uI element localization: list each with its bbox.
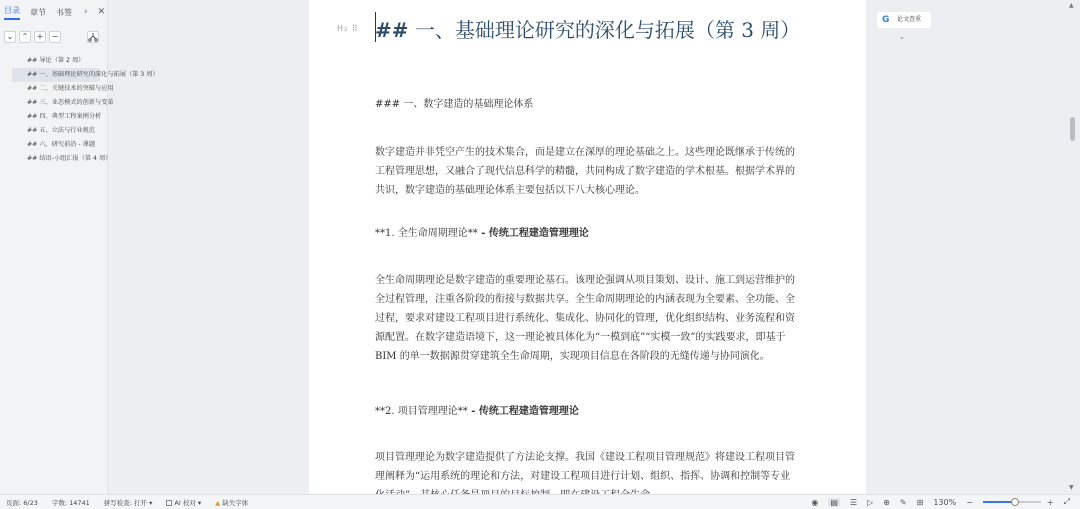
toc-item[interactable]: ## 导论（第 2 周） (27, 57, 85, 64)
heading-3[interactable]: ### 一、数字建造的基础理论体系 (375, 99, 534, 110)
nav-tabs (0, 0, 107, 24)
heading-4[interactable] (375, 224, 800, 243)
zoom-out-icon[interactable]: − (966, 497, 973, 507)
play-icon[interactable]: ▷ (867, 497, 874, 507)
web-view-icon[interactable]: ⊕ (883, 497, 890, 507)
word-count[interactable]: 字数: 14741 (51, 498, 90, 507)
warning-icon: ▲ (215, 498, 221, 507)
g-logo-icon: G (882, 15, 890, 25)
navigation-pane (0, 0, 159, 494)
page-view-icon[interactable]: ▤ (830, 497, 838, 507)
eye-protection-icon[interactable]: ◉ (811, 497, 819, 507)
missing-font-button[interactable] (215, 498, 248, 507)
remove-icon[interactable]: − (49, 31, 61, 43)
plagiarism-check-label: 论文查重 (897, 16, 922, 23)
toc-item[interactable]: ## 五、立法与行业规范 (27, 127, 96, 134)
ai-proofread-label: AI 校对 (174, 498, 196, 507)
scroll-down-icon[interactable]: ▼ (1069, 484, 1074, 491)
heading-4-prefix: **2. 项目管理理论** (375, 406, 468, 417)
toc-item[interactable]: ## 结语-小组汇报（第 4 周） (27, 155, 112, 162)
zoom-level[interactable]: 130% (933, 497, 957, 507)
zoom-slider[interactable] (983, 501, 1041, 503)
heading-4[interactable] (375, 402, 800, 421)
assistant-pane (866, 0, 1064, 494)
status-bar (0, 494, 1080, 509)
toc-item[interactable]: ## 六、研究前沿 - 课题 (27, 141, 96, 148)
scroll-thumb[interactable] (1070, 117, 1075, 141)
add-icon[interactable]: + (34, 31, 46, 43)
plagiarism-check-button[interactable] (877, 12, 931, 28)
toc-item[interactable]: ## 四、典型工程案例分析 (27, 113, 102, 120)
collapse-icon[interactable]: ⌄ (4, 31, 16, 43)
fullscreen-icon[interactable]: ⤢ (1063, 497, 1070, 506)
tab-bookmarks[interactable]: 书签 (56, 7, 72, 17)
ai-proofread-icon (166, 500, 172, 506)
heading-markdown-hash: ## (375, 18, 409, 42)
heading-4-suffix: - 传统工程建造管理理论 (467, 406, 579, 417)
chevron-down-icon[interactable]: ⌄ (899, 33, 905, 41)
scroll-up-icon[interactable]: ▲ (1069, 2, 1074, 9)
chevron-right-icon[interactable]: › (84, 7, 88, 17)
vertical-scrollbar[interactable] (1066, 0, 1080, 494)
heading-4-prefix: **1. 全生命周期理论** (375, 228, 478, 239)
nav-toolbar (0, 26, 107, 48)
ai-proofread-button[interactable]: AI 校对 ▾ (166, 498, 201, 507)
paragraph[interactable]: 数字建造并非凭空产生的技术集合，而是建立在深厚的理论基础之上。这些理论既继承于传统的工程管理思想，又融合了现代信息科学的精髓，共同构成了数字建造的学术根基。根据学术界的共识，数字建造的基础理论体系主要包括以下八大核心理论。 (375, 147, 795, 196)
spell-check-toggle[interactable]: 拼写检查: 打开 ▾ (103, 498, 153, 507)
outline-view-icon[interactable]: ☰ (849, 497, 858, 507)
close-icon[interactable]: ✕ (97, 7, 106, 17)
missing-font-label: 缺失字体 (222, 498, 249, 507)
heading-2-text: 一、基础理论研究的深化与拓展（第 3 周） (408, 18, 801, 42)
drag-handle-icon[interactable]: H₂ ⠿ (337, 24, 359, 33)
tab-toc[interactable]: 目录 (4, 5, 20, 20)
paragraph[interactable]: 项目管理理论为数字建造提供了方法论支撑。我国《建设工程项目管理规范》将建设工程项目管理阐释为“运用系统的理论和方法，对建设工程项目进行计划、组织、指挥、协调和控制等专业 (375, 452, 795, 482)
heading-4-suffix: - 传统工程建造管理理论 (477, 228, 589, 239)
toc-item[interactable]: ## 三、业态模式的创新与变革 (27, 99, 114, 106)
page-indicator[interactable]: 页面: 6/23 (6, 498, 38, 507)
expand-icon[interactable]: ⌃ (19, 31, 31, 43)
toc-list (0, 54, 159, 166)
paragraph[interactable]: 全生命周期理论是数字建造的重要理论基石。该理论强调从项目策划、设计、施工到运营维护的全过程管理，注重各阶段的衔接与数据共享。全生命周期理论的内涵表现为全要素、全功能、全过程，要求对建设工程项目进行系统化、集成化、协同化的管理，优化组织结构、业务流程和资源配置。在数字建造语境下，这一理论被具体化为“一模到底”“实模一致”的实践要求，即基于 BIM 的单一数据源贯穿建筑全生命周期，实现项目信息在各阶段的无缝传递与协同演化。 (375, 275, 795, 362)
zoom-slider-knob[interactable] (1011, 498, 1019, 506)
zoom-in-icon[interactable]: + (1046, 497, 1054, 507)
fit-page-icon[interactable]: ⊞ (916, 497, 924, 507)
spell-check-label: 拼写检查: 打开 (103, 498, 148, 507)
toc-item[interactable]: ## 二、关键技术的突破与应用 (27, 85, 114, 92)
toc-item-active[interactable]: ## 一、基础理论研究的深化与拓展（第 3 周） (12, 68, 100, 82)
zoom-slider-fill (983, 501, 1015, 503)
tab-chapters[interactable]: 章节 (30, 7, 46, 17)
pen-icon[interactable]: ✎ (899, 497, 907, 507)
status-right-controls (811, 495, 1080, 509)
heading-2[interactable] (375, 14, 800, 43)
document-page[interactable] (309, 0, 866, 494)
outline-tree-icon[interactable] (87, 31, 99, 43)
